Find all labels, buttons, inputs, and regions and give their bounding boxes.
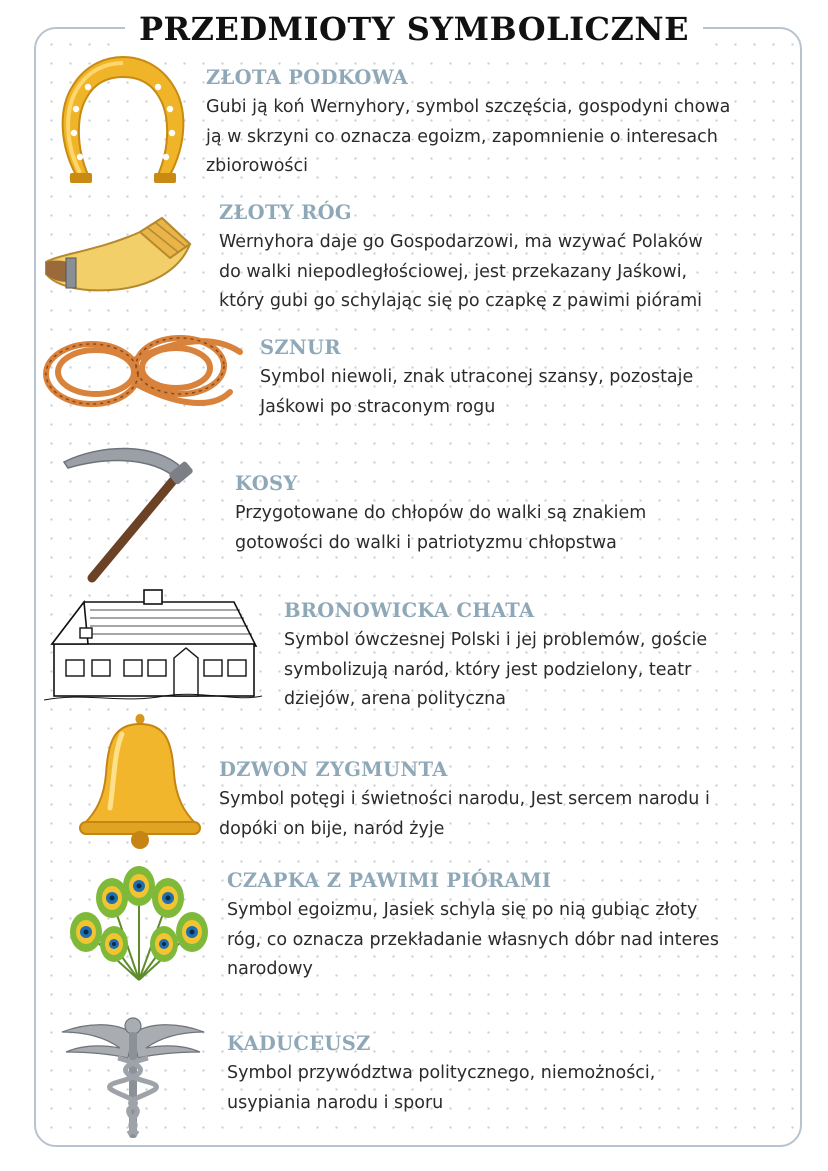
item-heading: ZŁOTY RÓG	[219, 201, 352, 224]
horn-icon	[40, 210, 210, 300]
item-heading: KOSY	[235, 472, 298, 495]
item-heading: SZNUR	[260, 336, 341, 359]
item-description: Gubi ją koń Wernyhory, symbol szczęścia, gospodyni chowa ją w skrzyni co oznacza egoizm, zapomnienie o interesach zbiorowości	[206, 97, 731, 176]
rope-icon	[40, 322, 245, 420]
item-description: Wernyhora daje go Gospodarzowi, ma wzywać Polaków do walki niepodległościowej, jest przekazany Jaśkowi, który gubi go schylając się po czapkę z pawimi piórami	[219, 232, 703, 311]
item-description: Symbol ówczesnej Polski i jej problemów, goście symbolizują naród, który jest podzielony, teatr dziejów, arena polityczna	[284, 630, 708, 709]
item-description: Symbol niewoli, znak utraconej szansy, pozostaje Jaśkowi po straconym rogu	[260, 367, 694, 417]
item-kosy	[235, 472, 795, 558]
horseshoe-icon	[58, 55, 188, 191]
page-title: PRZEDMIOTY SYMBOLICZNE	[0, 10, 828, 48]
scythe-icon	[60, 440, 200, 585]
item-description: Symbol przywództwa politycznego, niemożności, usypiania narodu i sporu	[227, 1063, 656, 1113]
item-heading: CZAPKA Z PAWIMI PIÓRAMI	[227, 869, 552, 892]
item-sznur	[260, 336, 800, 422]
item-czapka-z-pawimi-piorami	[227, 869, 802, 985]
item-bronowicka-chata	[284, 599, 804, 715]
item-description: Symbol egoizmu, Jasiek schyla się po nią gubiąc złoty róg, co oznacza przekładanie własnych dóbr nad interes narodowy	[227, 900, 719, 979]
item-kaduceusz	[227, 1032, 797, 1118]
peacock-feathers-icon	[64, 862, 214, 982]
item-description: Symbol potęgi i świetności narodu, Jest sercem narodu i dopóki on bije, naród żyje	[219, 789, 710, 839]
caduceus-icon	[58, 1012, 208, 1142]
item-heading: ZŁOTA PODKOWA	[206, 66, 409, 89]
item-heading: DZWON ZYGMUNTA	[219, 758, 448, 781]
item-zlota-podkowa	[206, 66, 796, 182]
item-heading: KADUCEUSZ	[227, 1032, 371, 1055]
item-description: Przygotowane do chłopów do walki są znakiem gotowości do walki i patriotyzmu chłopstwa	[235, 503, 647, 553]
cottage-icon	[44, 588, 262, 706]
bell-icon	[78, 712, 202, 852]
item-zloty-rog	[219, 201, 799, 317]
item-dzwon-zygmunta	[219, 758, 799, 844]
item-heading: BRONOWICKA CHATA	[284, 599, 535, 622]
